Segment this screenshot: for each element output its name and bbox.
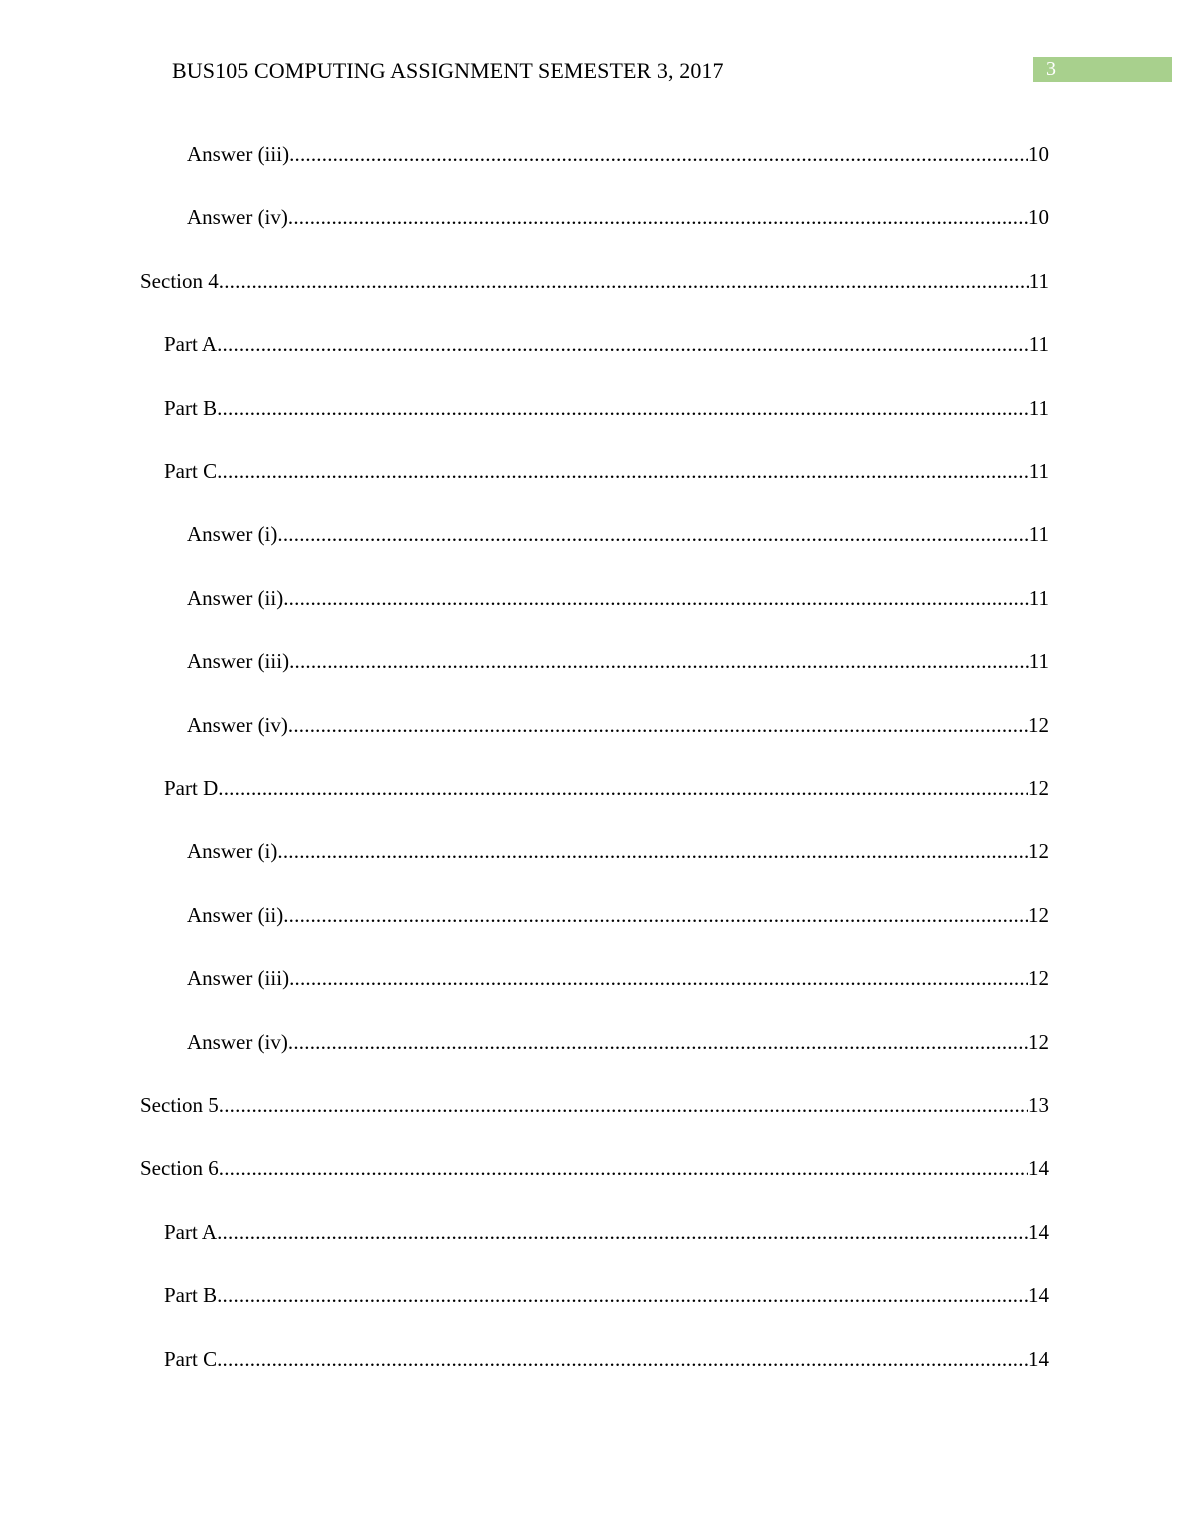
page-number-badge — [1033, 57, 1172, 82]
toc-entry-page-number: 11 — [1028, 396, 1049, 420]
toc-dot-leader — [219, 1153, 1028, 1183]
toc-entry-page-number: 11 — [1028, 586, 1049, 610]
toc-entry[interactable] — [187, 202, 1049, 232]
toc-entry[interactable] — [187, 710, 1049, 740]
toc-dot-leader — [218, 773, 1028, 803]
page-number: 3 — [1046, 58, 1056, 80]
toc-entry-page-number: 14 — [1028, 1283, 1049, 1307]
toc-entry-page-number: 11 — [1028, 459, 1049, 483]
toc-entry[interactable] — [164, 1280, 1049, 1310]
toc-entry-label: Answer (ii) — [187, 903, 284, 927]
toc-entry[interactable] — [140, 1090, 1049, 1120]
toc-entry[interactable] — [140, 266, 1049, 296]
toc-entry[interactable] — [164, 1344, 1049, 1374]
toc-dot-leader — [283, 583, 1029, 613]
toc-entry[interactable] — [187, 139, 1049, 169]
toc-entry-label: Part A — [164, 1220, 218, 1244]
toc-entry[interactable] — [164, 329, 1049, 359]
toc-entry-label: Answer (iii) — [187, 649, 290, 673]
toc-dot-leader — [217, 1280, 1028, 1310]
toc-entry[interactable] — [187, 836, 1049, 866]
toc-entry[interactable] — [164, 393, 1049, 423]
toc-dot-leader — [289, 963, 1028, 993]
toc-entry-page-number: 10 — [1028, 205, 1049, 229]
toc-entry-page-number: 11 — [1028, 332, 1049, 356]
toc-entry[interactable] — [164, 1217, 1049, 1247]
toc-dot-leader — [217, 1344, 1028, 1374]
toc-entry-label: Answer (iv) — [187, 1030, 288, 1054]
toc-entry-label: Answer (iv) — [187, 713, 288, 737]
toc-entry-label: Answer (iii) — [187, 966, 290, 990]
toc-entry-label: Answer (iv) — [187, 205, 288, 229]
toc-entry-label: Section 6 — [140, 1156, 219, 1180]
toc-dot-leader — [288, 710, 1028, 740]
toc-entry-label: Part C — [164, 459, 218, 483]
toc-entry-label: Answer (iii) — [187, 142, 290, 166]
toc-entry-page-number: 12 — [1028, 776, 1049, 800]
toc-entry-page-number: 10 — [1028, 142, 1049, 166]
toc-entry-page-number: 11 — [1028, 522, 1049, 546]
toc-entry[interactable] — [187, 646, 1049, 676]
toc-entry-label: Part B — [164, 396, 218, 420]
toc-dot-leader — [283, 900, 1028, 930]
toc-entry-label: Section 5 — [140, 1093, 219, 1117]
toc-dot-leader — [219, 1090, 1028, 1120]
toc-entry-page-number: 14 — [1028, 1220, 1049, 1244]
toc-entry[interactable] — [187, 1027, 1049, 1057]
toc-dot-leader — [289, 646, 1029, 676]
toc-entry-page-number: 12 — [1028, 713, 1049, 737]
toc-entry-page-number: 12 — [1028, 903, 1049, 927]
toc-dot-leader — [217, 393, 1029, 423]
toc-entry-label: Answer (i) — [187, 839, 278, 863]
toc-entry[interactable] — [187, 519, 1049, 549]
toc-entry[interactable] — [164, 456, 1049, 486]
toc-dot-leader — [219, 266, 1029, 296]
toc-entry-label: Part B — [164, 1283, 218, 1307]
toc-entry[interactable] — [187, 900, 1049, 930]
toc-dot-leader — [288, 202, 1028, 232]
toc-entry-label: Answer (i) — [187, 522, 278, 546]
toc-dot-leader — [217, 329, 1029, 359]
toc-dot-leader — [277, 519, 1028, 549]
toc-entry-page-number: 12 — [1028, 1030, 1049, 1054]
running-header-title: BUS105 COMPUTING ASSIGNMENT SEMESTER 3, 2017 — [172, 58, 724, 83]
toc-entry-label: Part D — [164, 776, 219, 800]
toc-entry-label: Answer (ii) — [187, 586, 284, 610]
toc-entry[interactable] — [187, 963, 1049, 993]
toc-dot-leader — [288, 1027, 1028, 1057]
toc-entry[interactable] — [187, 583, 1049, 613]
toc-dot-leader — [217, 456, 1029, 486]
toc-dot-leader — [217, 1217, 1028, 1247]
toc-entry-page-number: 12 — [1028, 839, 1049, 863]
toc-entry[interactable] — [140, 1153, 1049, 1183]
toc-entry-page-number: 14 — [1028, 1347, 1049, 1371]
toc-entry-page-number: 13 — [1028, 1093, 1049, 1117]
toc-entry-page-number: 14 — [1028, 1156, 1049, 1180]
toc-entry-page-number: 12 — [1028, 966, 1049, 990]
toc-dot-leader — [289, 139, 1028, 169]
toc-dot-leader — [277, 836, 1028, 866]
toc-entry[interactable] — [164, 773, 1049, 803]
toc-entry-page-number: 11 — [1028, 649, 1049, 673]
toc-entry-label: Section 4 — [140, 269, 219, 293]
toc-entry-page-number: 11 — [1028, 269, 1049, 293]
toc-entry-label: Part C — [164, 1347, 218, 1371]
toc-entry-label: Part A — [164, 332, 218, 356]
